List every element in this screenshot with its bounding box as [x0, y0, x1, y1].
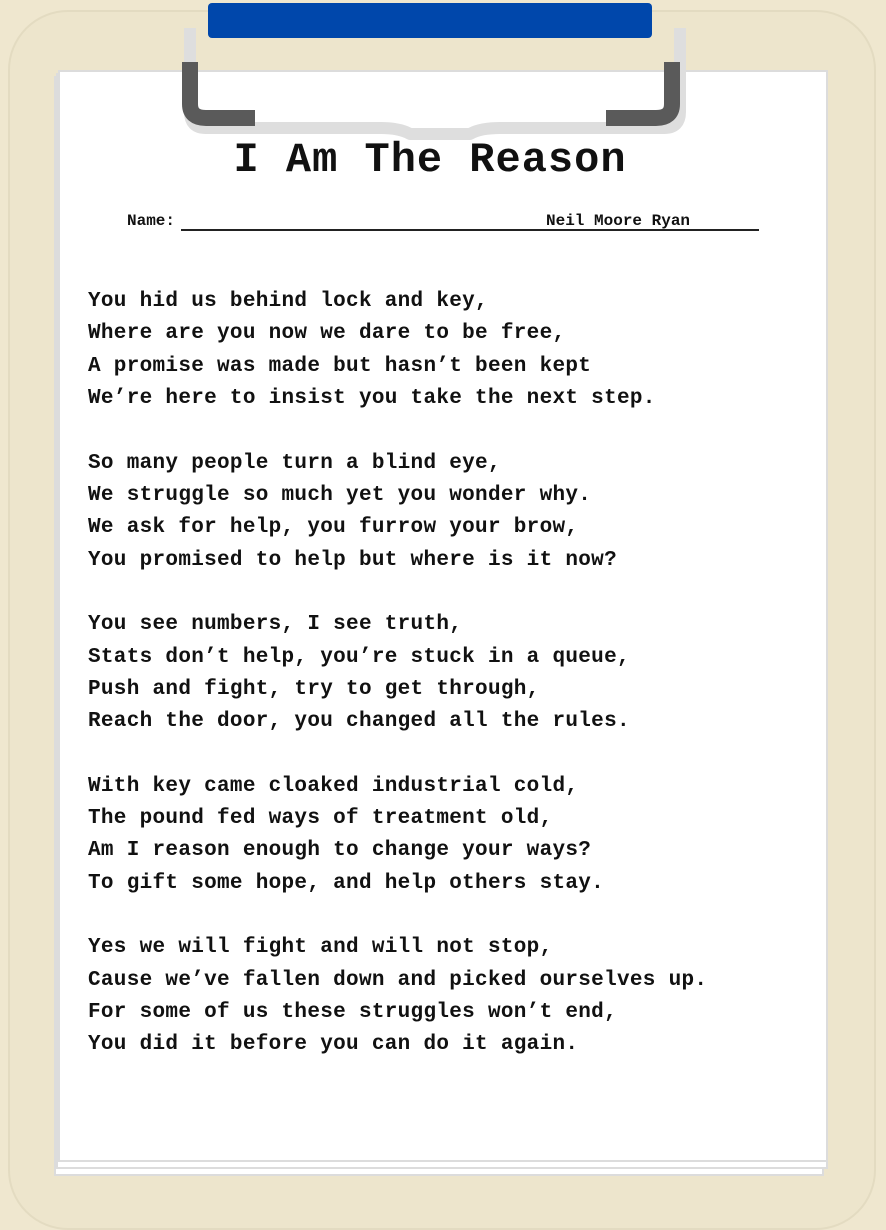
- stanza: [88, 286, 808, 416]
- poem-line: Push and fight, try to get through,: [88, 677, 540, 701]
- stanza: [88, 932, 808, 1062]
- poem-line: The pound fed ways of treatment old,: [88, 807, 553, 831]
- poem-line: To gift some hope, and help others stay.: [88, 871, 605, 895]
- poem-line: We struggle so much yet you wonder why.: [88, 483, 592, 507]
- poem-line: You did it before you can do it again.: [88, 1033, 579, 1057]
- poem-line: We ask for help, you furrow your brow,: [88, 516, 579, 540]
- poem-line: So many people turn a blind eye,: [88, 451, 501, 475]
- poem-line: Stats don’t help, you’re stuck in a queue,: [88, 645, 630, 669]
- clipboard-clip-icon: [0, 0, 886, 140]
- name-label: Name:: [127, 212, 176, 230]
- poem-line: Where are you now we dare to be free,: [88, 322, 566, 346]
- name-field: [127, 212, 759, 232]
- poem-line: Cause we’ve fallen down and picked ourselves up.: [88, 968, 708, 992]
- poem-body: [88, 286, 808, 1094]
- poem-line: Am I reason enough to change your ways?: [88, 839, 592, 863]
- poem-line: You promised to help but where is it now?: [88, 548, 617, 572]
- poem-line: You hid us behind lock and key,: [88, 290, 488, 313]
- poem-line: Yes we will fight and will not stop,: [88, 936, 553, 960]
- poem-line: A promise was made but hasn’t been kept: [88, 354, 592, 378]
- poem-line: With key came cloaked industrial cold,: [88, 774, 579, 798]
- poem-line: Reach the door, you changed all the rules.: [88, 710, 630, 734]
- stanza: [88, 609, 808, 739]
- clip-bar: [208, 3, 652, 38]
- name-value: Neil Moore Ryan: [546, 212, 691, 230]
- page-title: I Am The Reason: [233, 136, 627, 184]
- stanza: [88, 448, 808, 578]
- poem-line: For some of us these struggles won’t end,: [88, 1001, 617, 1025]
- stanza: [88, 771, 808, 901]
- poem-line: We’re here to insist you take the next step.: [88, 387, 656, 411]
- poem-line: You see numbers, I see truth,: [88, 613, 463, 637]
